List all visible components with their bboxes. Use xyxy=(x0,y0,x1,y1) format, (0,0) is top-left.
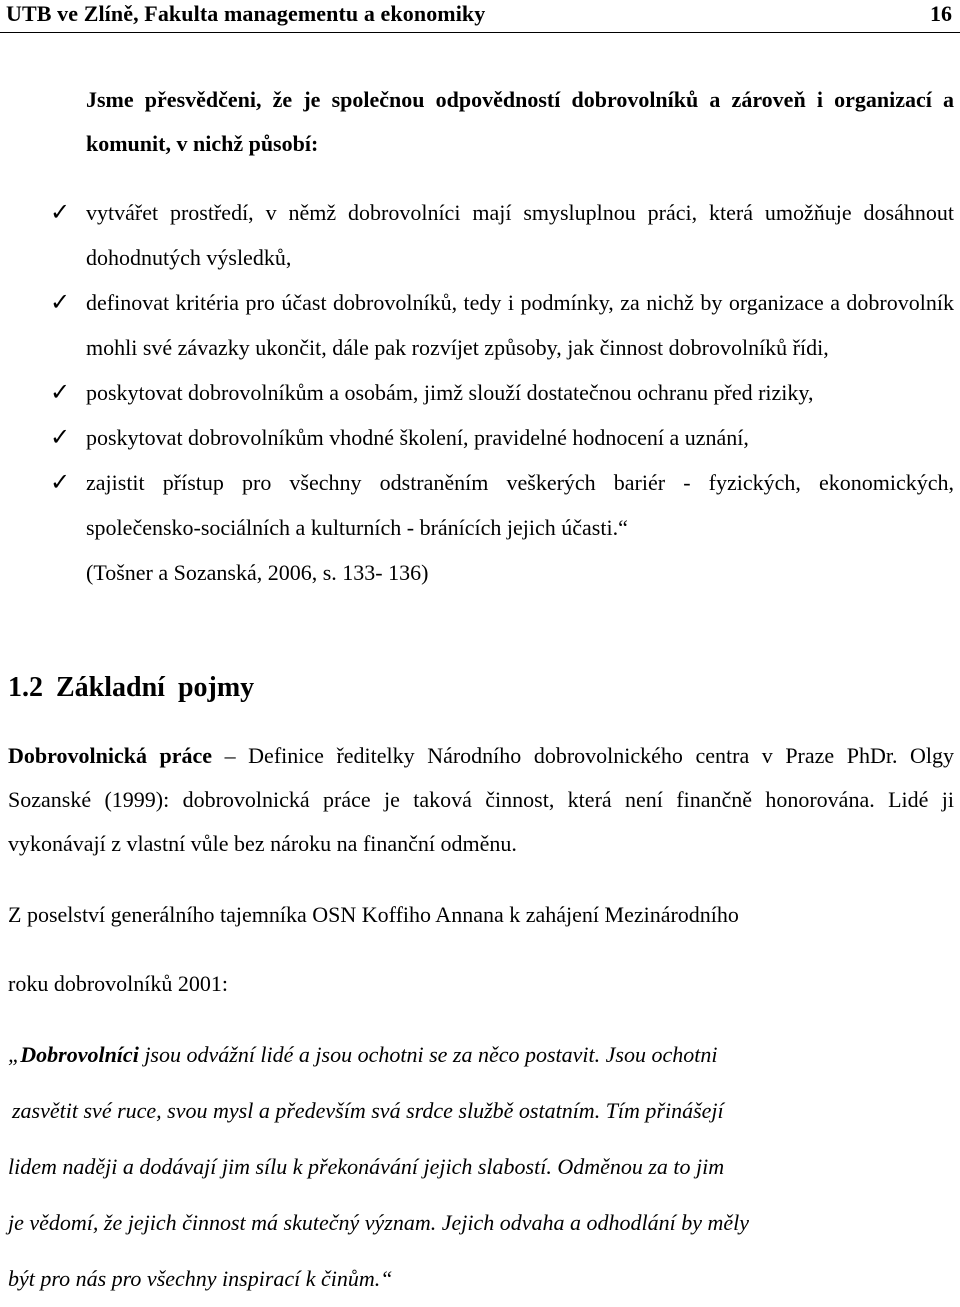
section-heading xyxy=(8,672,254,704)
list-item-text: vytvářet prostředí, v němž dobrovolníci mají smysluplnou práci, která umožňuje dosáhnout dohodnutých výsledků, xyxy=(86,200,954,270)
quote-open-mark: „ xyxy=(8,1042,21,1067)
list-item-text: definovat kritéria pro účast dobrovolníků, tedy i podmínky, za nichž by organizace a dobrovolník mohli své závazky ukončit, dále pak rozvíjet způsoby, jak činnost dobrovolníků řídi, xyxy=(86,290,954,360)
list-item xyxy=(0,190,954,280)
list-item-text: poskytovat dobrovolníkům vhodné školení, pravidelné hodnocení a uznání, xyxy=(86,425,749,450)
intro-paragraph: Jsme přesvědčeni, že je společnou odpovědností dobrovolníků a zároveň i organizací a komunit, v nichž působí: xyxy=(86,87,954,156)
checkmark-icon: ✓ xyxy=(50,378,71,406)
quote-line-1 xyxy=(8,1027,717,1083)
list-item-text: zajistit přístup pro všechny odstraněním veškerých bariér - fyzických, ekonomických, společensko-sociálních a kulturních - bránících jejich účasti.“ xyxy=(86,470,954,540)
quote-line-5: být pro nás pro všechny inspirací k činům.“ xyxy=(8,1266,393,1291)
checkmark-icon: ✓ xyxy=(50,288,71,316)
checkmark-icon: ✓ xyxy=(50,198,71,226)
obligations-list xyxy=(0,190,960,595)
quote-line-3: lidem naději a dodávají jim sílu k překonávání jejich slabostí. Odměnou za to jim xyxy=(8,1154,725,1179)
checkmark-icon: ✓ xyxy=(50,468,71,496)
un-message-line-2: roku dobrovolníků 2001: xyxy=(8,971,228,996)
section-number: 1.2 xyxy=(8,672,43,703)
citation: (Tošner a Sozanská, 2006, s. 133- 136) xyxy=(86,560,429,585)
list-item xyxy=(0,370,954,415)
definition-term: Dobrovolnická práce xyxy=(8,743,213,768)
header-title: UTB ve Zlíně, Fakulta managementu a ekonomiky xyxy=(6,1,486,26)
quote-line-2: zasvětit své ruce, svou mysl a především svá srdce službě ostatním. Tím přinášejí xyxy=(12,1098,724,1123)
checkmark-icon: ✓ xyxy=(50,423,71,451)
quote-line-4: je vědomí, že jejich činnost má skutečný význam. Jejich odvaha a odhodlání by měly xyxy=(8,1210,750,1235)
list-item xyxy=(0,280,954,370)
quote-line-1-rest: jsou odvážní lidé a jsou ochotni se za něco postavit. Jsou ochotni xyxy=(138,1042,718,1067)
quote-bold-word: Dobrovolníci xyxy=(20,1042,139,1067)
list-item xyxy=(0,460,954,595)
list-item xyxy=(0,415,954,460)
section-title: Základní pojmy xyxy=(56,672,255,703)
list-item-text: poskytovat dobrovolníkům a osobám, jimž slouží dostatečnou ochranu před riziky, xyxy=(86,380,814,405)
page-number: 16 xyxy=(930,1,952,26)
definition-dash: – xyxy=(224,743,236,768)
definition-text: Definice ředitelky Národního dobrovolnického centra v Praze PhDr. Olgy Sozanské (1999): dobrovolnická práce je taková činnost, která není finančně honorována. Lidé ji vykonávají z vlastní vůle bez nároku na finanční odměnu. xyxy=(8,743,955,856)
un-message-line-1: Z poselství generálního tajemníka OSN Koffiho Annana k zahájení Mezinárodního xyxy=(8,902,739,927)
page-header xyxy=(0,0,960,33)
definition-paragraph xyxy=(8,734,954,866)
